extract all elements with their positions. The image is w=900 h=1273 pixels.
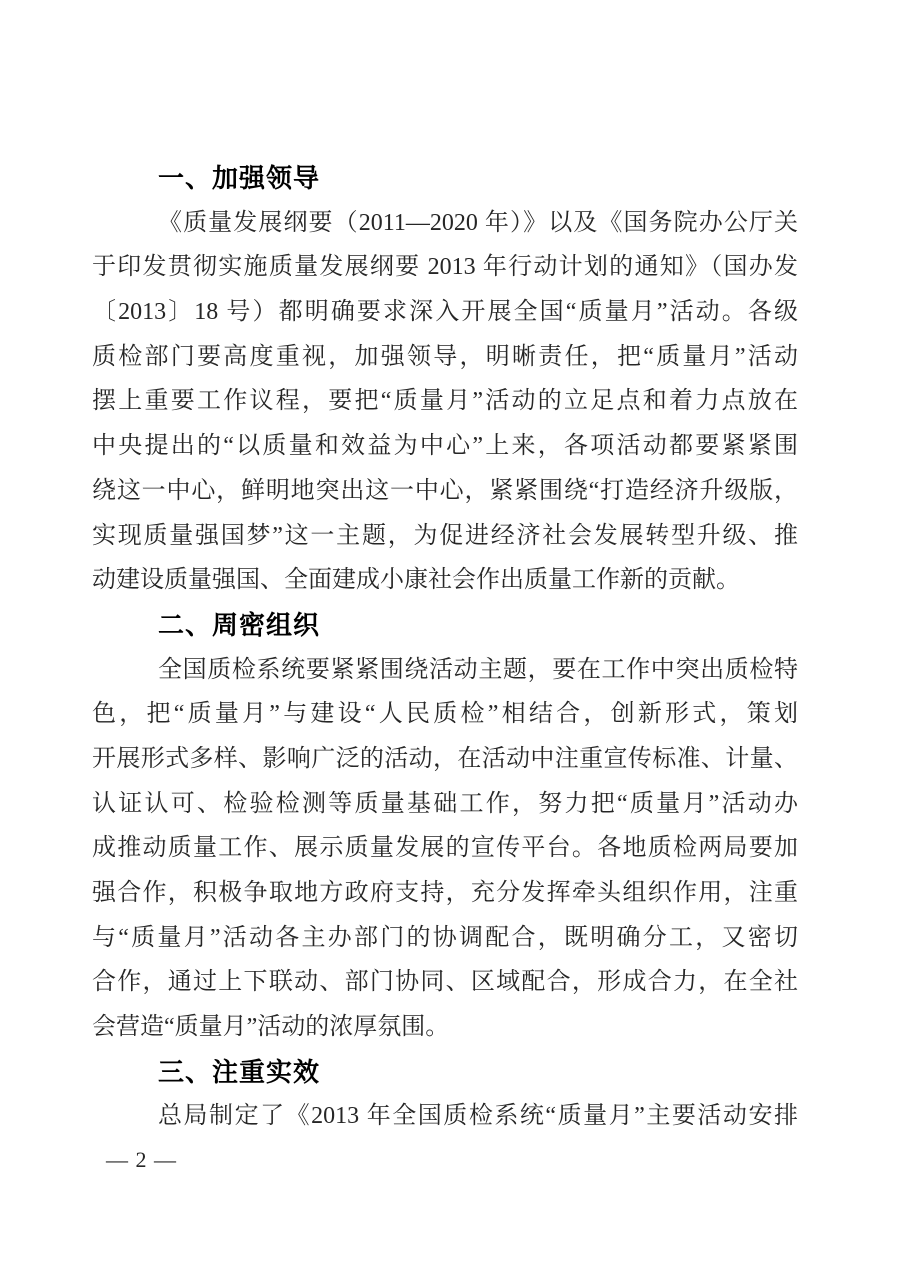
text-line: 会营造“质量月”活动的浓厚氛围。 [92, 1014, 450, 1041]
section-heading-3: 三、注重实效 [158, 1056, 321, 1087]
section-focus-on-results [92, 1050, 798, 1139]
text-line: 《质量发展纲要（2011—2020 年）》以及《国务院办公厅关 [158, 209, 798, 236]
section-strengthen-leadership [92, 156, 798, 603]
text-line: 与“质量月”活动各主办部门的协调配合，既明确分工，又密切 [92, 924, 798, 951]
text-line: 摆上重要工作议程，要把“质量月”活动的立足点和着力点放在 [92, 388, 798, 415]
text-line: 〔2013〕18 号）都明确要求深入开展全国“质量月”活动。各级 [92, 299, 798, 326]
paragraph [92, 201, 798, 603]
section-careful-organization [92, 603, 798, 1050]
paragraph [92, 1094, 798, 1139]
text-line: 总局制定了《2013 年全国质检系统“质量月”主要活动安排 [158, 1103, 798, 1130]
text-line: 于印发贯彻实施质量发展纲要 2013 年行动计划的通知》（国办发 [92, 254, 798, 281]
text-line: 动建设质量强国、全面建成小康社会作出质量工作新的贡献。 [92, 567, 740, 594]
text-line: 全国质检系统要紧紧围绕活动主题，要在工作中突出质检特 [158, 656, 798, 683]
page-number: — 2 — [106, 1147, 177, 1172]
text-line: 绕这一中心，鲜明地突出这一中心，紧紧围绕“打造经济升级版， [92, 477, 798, 504]
text-line: 合作，通过上下联动、部门协同、区域配合，形成合力，在全社 [92, 969, 798, 996]
text-line: 色，把“质量月”与建设“人民质检”相结合，创新形式，策划 [92, 701, 798, 728]
section-heading-2: 二、周密组织 [158, 609, 321, 640]
text-line: 开展形式多样、影响广泛的活动，在活动中注重宣传标准、计量、 [92, 745, 798, 772]
text-line: 强合作，积极争取地方政府支持，充分发挥牵头组织作用，注重 [92, 880, 798, 906]
text-line: 认证认可、检验检测等质量基础工作，努力把“质量月”活动办 [92, 790, 798, 817]
text-line: 中央提出的“以质量和效益为中心”上来，各项活动都要紧紧围 [92, 433, 798, 460]
section-heading-1: 一、加强领导 [158, 163, 321, 193]
text-line: 实现质量强国梦”这一主题，为促进经济社会发展转型升级、推 [92, 522, 798, 549]
text-line: 成推动质量工作、展示质量发展的宣传平台。各地质检两局要加 [92, 835, 798, 862]
text-line: 质检部门要高度重视，加强领导，明晰责任，把“质量月”活动 [92, 343, 798, 370]
document-body [92, 156, 798, 1139]
paragraph [92, 648, 798, 1050]
